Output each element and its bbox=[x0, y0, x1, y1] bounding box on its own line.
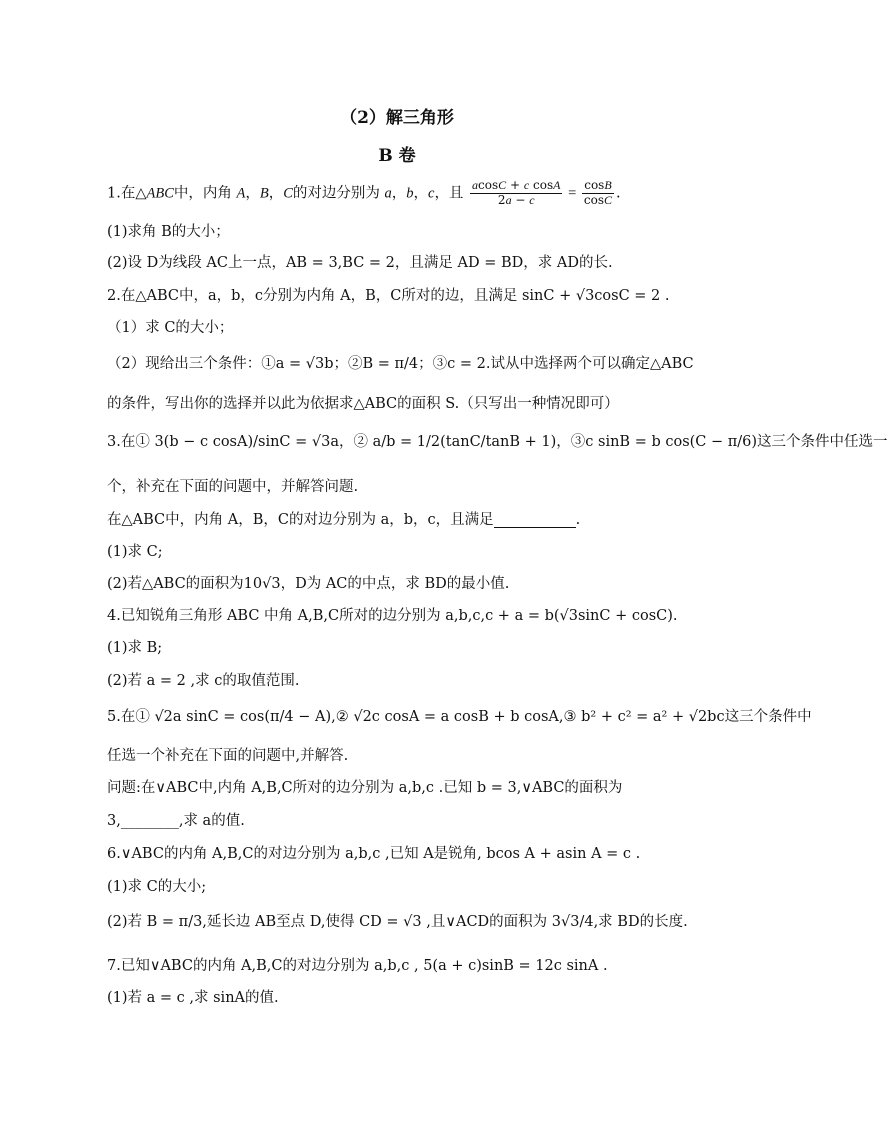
q2-part2-line1: （2）现给出三个条件：①a = √3b；②B = π/4；③c = 2.试从中选择两个可以确定△ABC bbox=[107, 356, 694, 372]
q6-part1: (1)求 C的大小; bbox=[107, 879, 207, 895]
q1-intro: 1.在△ABC中，内角 A，B，C的对边分别为 a，b，c，且 $\frac{\text{acosC + c cosA}}{2a - c}$ = $\frac{\cos B}{\cos C}$ . bbox=[107, 178, 621, 207]
q6-intro: 6.∨ABC的内角 A,B,C的对边分别为 a,b,c ,已知 A是锐角, bcos A + asin A = c . bbox=[107, 846, 641, 862]
q1-part2: (2)设 D为线段 AC上一点，AB = 3,BC = 2，且满足 AD = BD，求 AD的长. bbox=[107, 255, 613, 271]
q4-part1: (1)求 B; bbox=[107, 640, 163, 656]
q5-intro: 5.在① √2a sinC = cos(π/4 − A),② √2c cosA = a cosB + b cosA,③ b² + c² = a² + √2bc这三个条件中 bbox=[107, 709, 812, 725]
q3-stem-text: 在△ABC中，内角 A，B，C的对边分别为 a，b，c，且满足 bbox=[107, 512, 494, 528]
q7-intro: 7.已知∨ABC的内角 A,B,C的对边分别为 a,b,c , 5(a + c)sinB = 12c sinA . bbox=[107, 958, 608, 974]
q2-intro: 2.在△ABC中，a，b，c分别为内角 A，B，C所对的边，且满足 sinC + √3cosC = 2 . bbox=[107, 288, 670, 304]
q3-answer-blank bbox=[494, 512, 576, 528]
q2-part1: （1）求 C的大小； bbox=[107, 320, 234, 336]
q3-part2: (2)若△ABC的面积为10√3，D为 AC的中点，求 BD的最小值. bbox=[107, 576, 510, 592]
q5-continuation: 任选一个补充在下面的问题中,并解答. bbox=[107, 748, 349, 764]
q4-part2: (2)若 a = 2 ,求 c的取值范围. bbox=[107, 673, 300, 689]
q6-part2: (2)若 B = π/3,延长边 AB至点 D,使得 CD = √3 ,且∨ACD的面积为 3√3/4,求 BD的长度. bbox=[107, 914, 688, 930]
q1-fraction-right: $\frac{\cos B}{\cos C}$ bbox=[583, 178, 613, 207]
q7-part1: (1)若 a = c ,求 sinA的值. bbox=[107, 990, 279, 1006]
q4-intro: 4.已知锐角三角形 ABC 中角 A,B,C所对的边分别为 a,b,c,c + a = b(√3sinC + cosC). bbox=[107, 608, 678, 624]
q3-intro: 3.在① 3(b − c cosA)/sinC = √3a，② a/b = 1/2(tanC/tanB + 1)，③c sinB = b cos(C − π/6)这三个条件中任选一 bbox=[107, 434, 888, 450]
q5-stem-line2: 3,________,求 a的值. bbox=[107, 813, 245, 829]
q1-fraction-left: $\frac{\text{acosC + c cosA}}{2a - c}$ bbox=[472, 178, 561, 207]
q3-stem: 在△ABC中，内角 A，B，C的对边分别为 a，b，c，且满足 . bbox=[107, 512, 581, 528]
section-title: （2）解三角形 bbox=[340, 108, 454, 128]
q5-stem-line1: 问题:在∨ABC中,内角 A,B,C所对的边分别为 a,b,c .已知 b = 3,∨ABC的面积为 bbox=[107, 780, 623, 796]
q3-part1: (1)求 C; bbox=[107, 544, 163, 560]
q3-continuation: 个，补充在下面的问题中，并解答问题. bbox=[107, 479, 359, 495]
q1-part1: (1)求角 B的大小； bbox=[107, 224, 230, 240]
paper-title: B 卷 bbox=[378, 146, 416, 166]
q2-part2-line2: 的条件，写出你的选择并以此为依据求△ABC的面积 S.（只写出一种情况即可） bbox=[107, 396, 619, 412]
